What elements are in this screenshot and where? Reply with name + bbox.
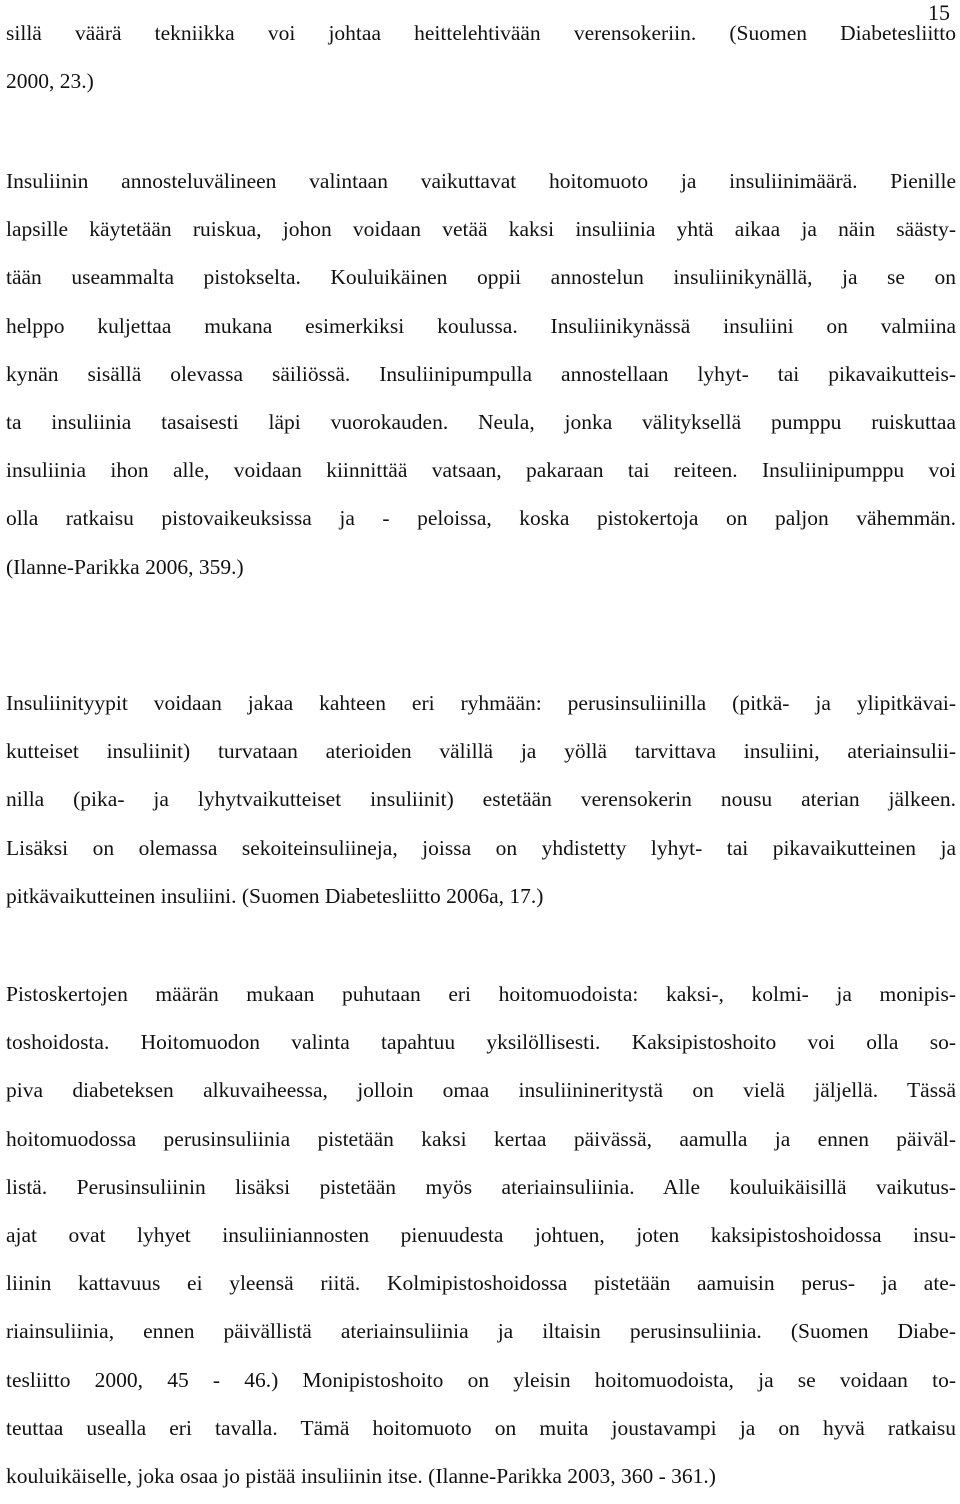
text-line: olla ratkaisu pistovaikeuksissa ja - peloissa, koska pistokertoja on paljon vähemmän.	[6, 506, 956, 531]
text-line: Insuliinin annosteluvälineen valintaan vaikuttavat hoitomuoto ja insuliinimäärä. Pienille	[6, 169, 956, 193]
text-line: teuttaa usealla eri tavalla. Tämä hoitomuoto on muita joustavampi ja on hyvä ratkaisu	[6, 1415, 956, 1440]
paragraph-2	[6, 157, 956, 591]
paragraph-4	[6, 970, 956, 1500]
text-line: ajat ovat lyhyet insuliiniannosten pienuudesta johtuen, joten kaksipistoshoidossa insu-	[6, 1222, 956, 1247]
paragraph-3	[6, 679, 956, 920]
text-line: lapsille käytetään ruiskua, johon voidaan vetää kaksi insuliinia yhtä aikaa ja näin säästy-	[6, 217, 956, 242]
text-line: Insuliinityypit voidaan jakaa kahteen eri ryhmään: perusinsuliinilla (pitkä- ja ylipitkävai-	[6, 691, 956, 715]
text-line: riainsuliinia, ennen päivällistä ateriainsuliinia ja iltaisin perusinsuliinia. (Suomen Diabe-	[6, 1319, 956, 1344]
text-line: Lisäksi on olemassa sekoiteinsuliineja, joissa on yhdistetty lyhyt- tai pikavaikutteinen ja	[6, 835, 956, 860]
text-line: toshoidosta. Hoitomuodon valinta tapahtuu yksilöllisesti. Kaksipistoshoito voi olla so-	[6, 1030, 956, 1055]
text-line: tään useammalta pistokselta. Kouluikäinen oppii annostelun insuliinikynällä, ja se on	[6, 265, 956, 290]
paragraph-1	[6, 9, 956, 105]
text-line: hoitomuodossa perusinsuliinia pistetään kaksi kertaa päivässä, aamulla ja ennen päiväl-	[6, 1126, 956, 1151]
text-line: pitkävaikutteinen insuliini. (Suomen Diabetesliitto 2006a, 17.)	[6, 883, 544, 908]
text-line: 2000, 23.)	[6, 69, 94, 94]
text-line: insuliinia ihon alle, voidaan kiinnittää vatsaan, pakaraan tai reiteen. Insuliinipumppu voi	[6, 458, 956, 483]
text-line: tesliitto 2000, 45 - 46.) Monipistoshoito on yleisin hoitomuodoista, ja se voidaan to-	[6, 1367, 956, 1392]
text-line: nilla (pika- ja lyhytvaikutteiset insuliinit) estetään verensokerin nousu aterian jälkeen.	[6, 787, 956, 812]
text-line: listä. Perusinsuliinin lisäksi pistetään myös ateriainsuliinia. Alle kouluikäisillä vaikutus-	[6, 1174, 956, 1199]
text-line: kynän sisällä olevassa säiliössä. Insuliinipumpulla annostellaan lyhyt- tai pikavaikutteis-	[6, 361, 956, 386]
text-line: piva diabeteksen alkuvaiheessa, jolloin omaa insuliinineritystä on vielä jäljellä. Tässä	[6, 1078, 956, 1103]
page-number: 15	[928, 0, 950, 25]
text-line: liinin kattavuus ei yleensä riitä. Kolmipistoshoidossa pistetään aamuisin perus- ja ate-	[6, 1271, 956, 1296]
text-line: helppo kuljettaa mukana esimerkiksi koulussa. Insuliinikynässä insuliini on valmiina	[6, 313, 956, 338]
text-line: Pistoskertojen määrän mukaan puhutaan eri hoitomuodoista: kaksi-, kolmi- ja monipis-	[6, 982, 956, 1006]
text-line: (Ilanne-Parikka 2006, 359.)	[6, 554, 244, 579]
text-line: kutteiset insuliinit) turvataan aterioiden välillä ja yöllä tarvittava insuliini, ateriainsulii-	[6, 739, 956, 764]
text-line: ta insuliinia tasaisesti läpi vuorokauden. Neula, jonka välityksellä pumppu ruiskuttaa	[6, 409, 956, 434]
text-line: kouluikäiselle, joka osaa jo pistää insuliinin itse. (Ilanne-Parikka 2003, 360 - 361.)	[6, 1463, 716, 1488]
text-line: sillä väärä tekniikka voi johtaa heittelehtivään verensokeriin. (Suomen Diabetesliitto	[6, 21, 956, 45]
